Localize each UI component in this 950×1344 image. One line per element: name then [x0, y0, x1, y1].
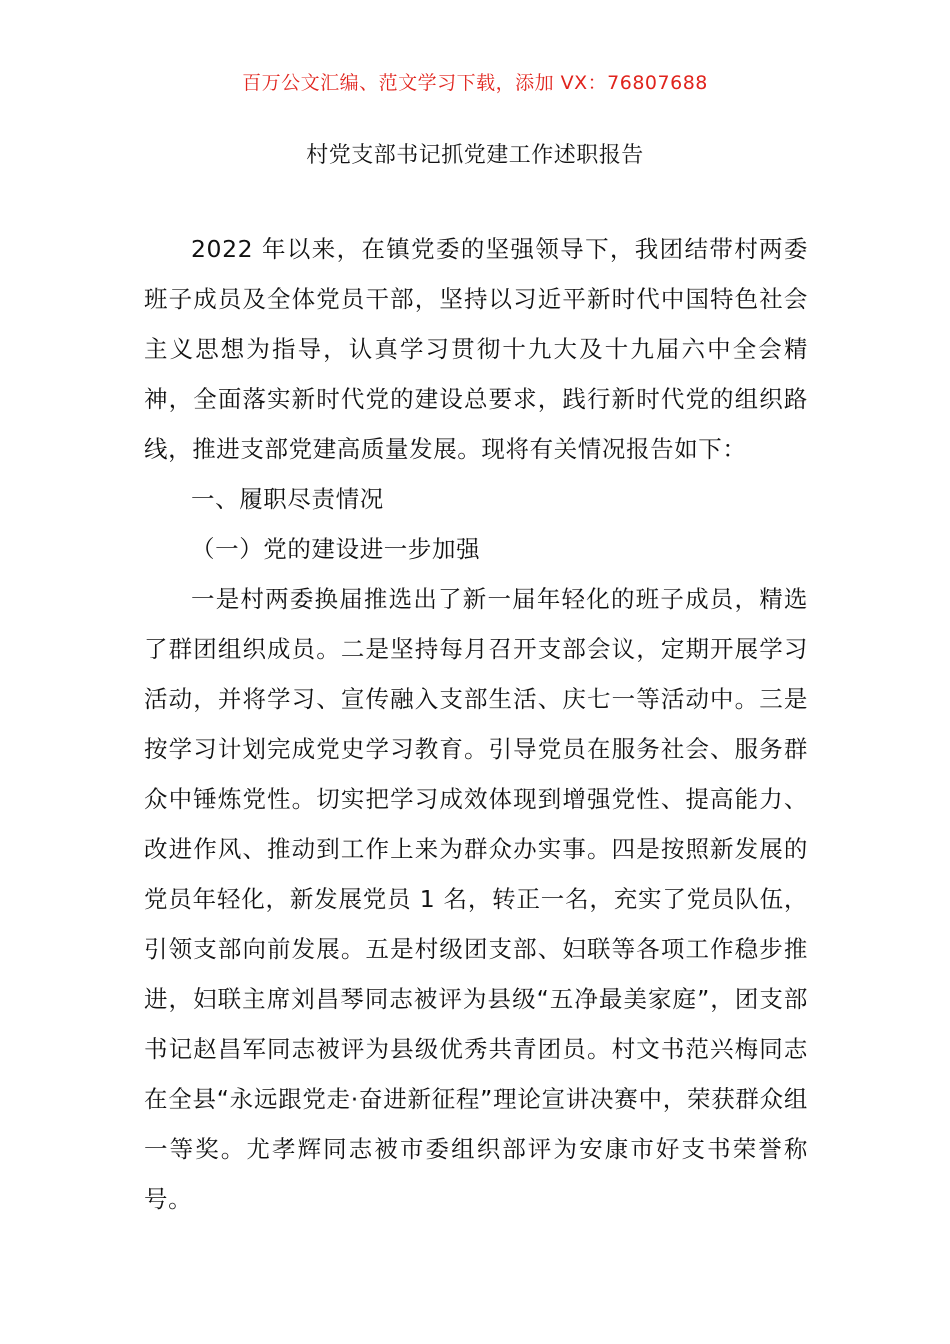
- document-body: [144, 224, 808, 1224]
- section-heading: 一、履职尽责情况: [191, 485, 384, 513]
- paragraph-details: 一是村两委换届推选出了新一届年轻化的班子成员，精选了群团组织成员。二是坚持每月召开支部会议，定期开展学习活动，并将学习、宣传融入支部生活、庆七一等活动中。三是按学习计划完成党史学习教育。引导党员在服务社会、服务群众中锤炼党性。切实把学习成效体现到增强党性、提高能力、改进作风、推动到工作上来为群众办实事。四是按照新发展的党员年轻化，新发展党员 1 名，转正一名，充实了党员队伍，引领支部向前发展。五是村级团支部、妇联等各项工作稳步推进，妇联主席刘昌琴同志被评为县级“五净最美家庭”，团支部书记赵昌军同志被评为县级优秀共青团员。村文书范兴梅同志在全县“永远跟党走·奋进新征程”理论宣讲决赛中，荣获群众组一等奖。尤孝辉同志被市委组织部评为安康市好支书荣誉称号。: [144, 585, 808, 1213]
- document-title: 村党支部书记抓党建工作述职报告: [306, 143, 644, 168]
- header-watermark-note: 百万公文汇编、范文学习下载，添加 VX：76807688: [242, 72, 708, 94]
- subsection-heading: （一）党的建设进一步加强: [191, 535, 481, 563]
- paragraph-intro: 2022 年以来，在镇党委的坚强领导下，我团结带村两委班子成员及全体党员干部，坚持以习近平新时代中国特色社会主义思想为指导，认真学习贯彻十九大及十九届六中全会精神，全面落实新时代党的建设总要求，践行新时代党的组织路线，推进支部党建高质量发展。现将有关情况报告如下：: [144, 235, 808, 463]
